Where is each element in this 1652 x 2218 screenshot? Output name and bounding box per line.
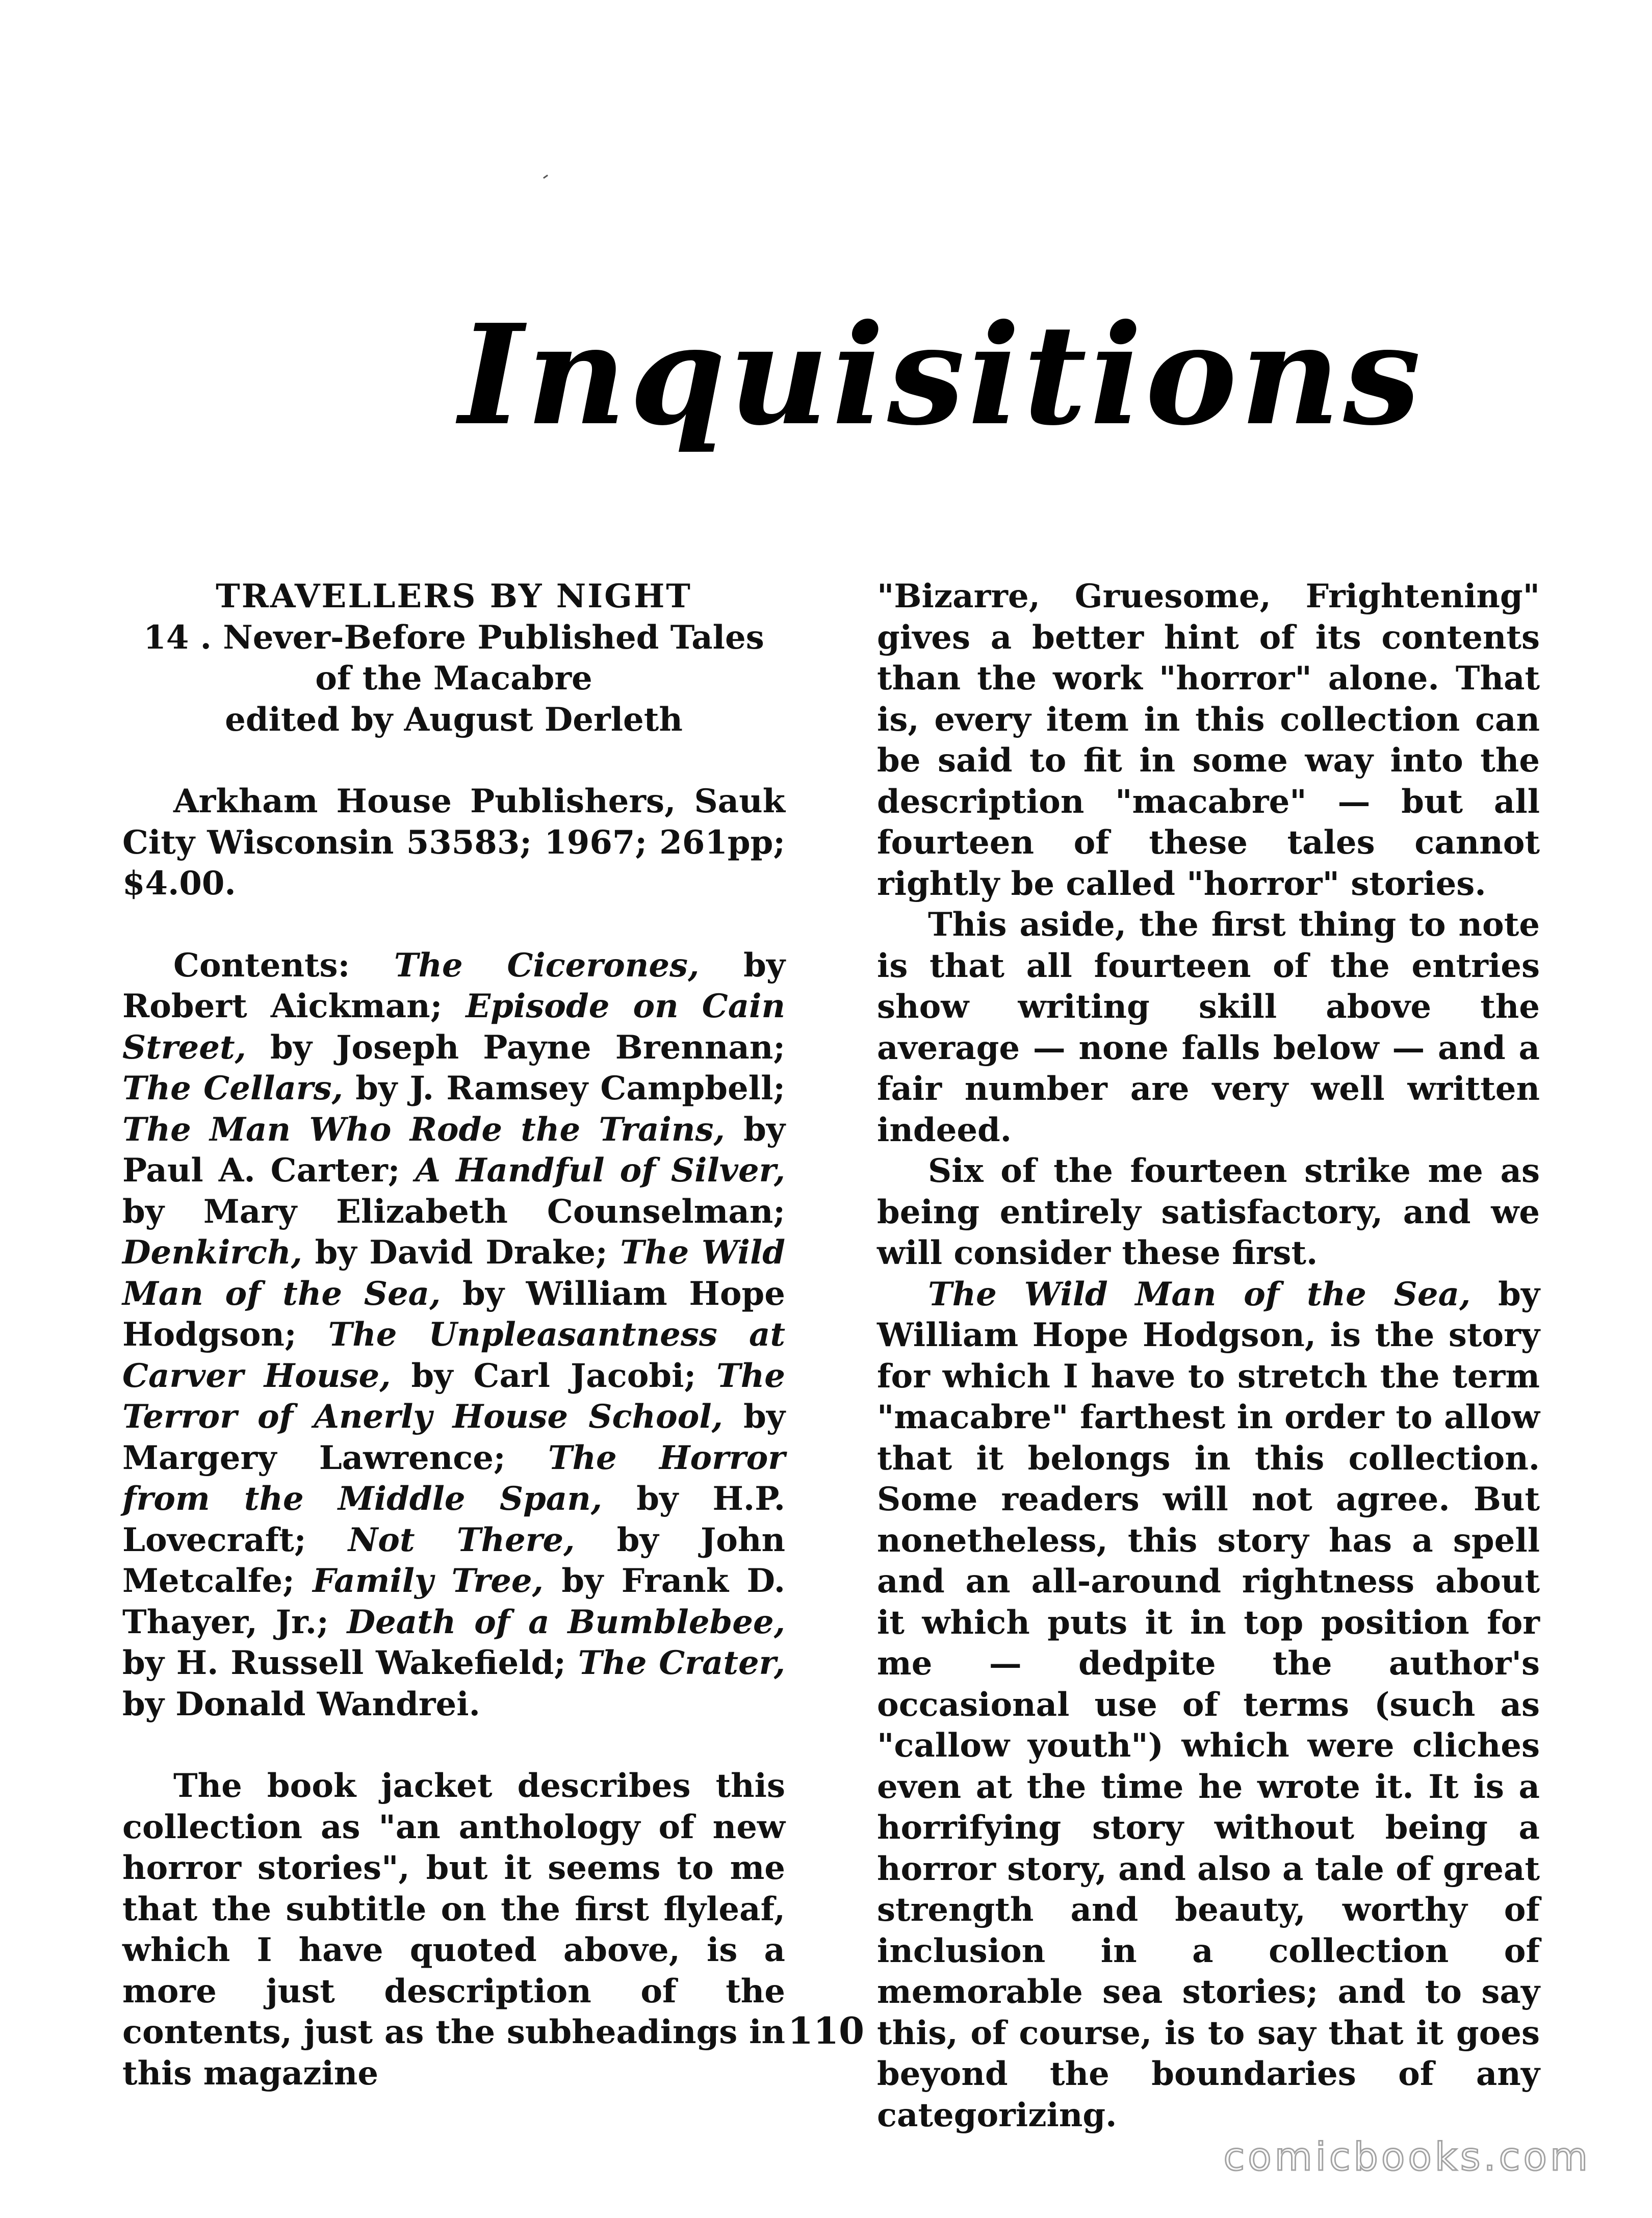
story-author: by J. Ramsey Campbell;	[343, 1069, 786, 1107]
jacket-paragraph: The book jacket describes this collection as "an anthology of new horror stories", but it seems to me that the subtitle on the first flyleaf, which I have quoted above, is a more just description of the contents, just as the subheadings in this magazine	[122, 1767, 785, 2093]
story-author: by William Hope Hodgson;	[122, 1274, 785, 1354]
story-title: The Terror of Anerly House School,	[122, 1356, 786, 1436]
book-title: TRAVELLERS BY NIGHT	[216, 577, 692, 615]
contents-list	[122, 945, 785, 1725]
story-title: The Cellars,	[122, 1069, 343, 1107]
story-title: The Horror from the Middle Span,	[122, 1438, 786, 1518]
story-title: The Crater,	[578, 1644, 786, 1682]
story-author: by Donald Wandrei.	[122, 1685, 480, 1723]
book-editor: edited by August Derleth	[225, 700, 683, 739]
body-paragraph: This aside, the first thing to note is that all fourteen of the entries show writing skill above the average — none falls below — and a fair number are very well written indeed.	[877, 906, 1540, 1149]
left-column	[122, 576, 785, 2094]
book-subtitle-line2: of the Macabre	[315, 659, 592, 698]
story-title: The Wild Man of the Sea,	[122, 1233, 786, 1313]
story-author: by Frank D. Thayer, Jr.;	[122, 1562, 786, 1641]
page-title: Inquisitions	[459, 294, 1424, 456]
story-title: Not There,	[348, 1520, 575, 1559]
story-title: The Man Who Rode the Trains,	[122, 1110, 725, 1149]
story-title: The Wild Man of the Sea,	[928, 1275, 1471, 1313]
story-author: by Carl Jacobi;	[391, 1356, 717, 1395]
ink-speck	[543, 174, 548, 178]
body-paragraph: "Bizarre, Gruesome, Frightening" gives a better hint of its contents than the work "horror" alone. That is, every item in this collection can be said to fit in some way into the description "macabre" — but all fourteen of these tales cannot rightly be called "horror" stories.	[877, 577, 1540, 903]
watermark: comicbooks.com	[1223, 2134, 1591, 2179]
story-author: by Margery Lawrence;	[122, 1398, 786, 1477]
story-author: by H.P. Lovecraft;	[122, 1480, 785, 1559]
contents-label: Contents:	[173, 946, 350, 985]
publisher-info: Arkham House Publishers, Sauk City Wisconsin 53583; 1967; 261pp; $4.00.	[122, 782, 785, 902]
story-author: by David Drake;	[302, 1233, 621, 1272]
story-author: by Mary Elizabeth Counselman;	[122, 1192, 785, 1231]
paragraph-text: by William Hope Hodgson, is the story for which I have to stretch the term "macabre" farthest in order to allow that it belongs in this collection. Some readers will not agree. But nonetheless, this story has a spell and an all-around rightness about it which puts it in top position for me — dedpite the author's occasional use of terms (such as "callow youth") which were cliches even at the time he wrote it. It is a horrifying story without being a horror story, and also a tale of great strength and beauty, worthy of inclusion in a collection of memorable sea stories; and to say this, of course, is to say that it goes beyond the boundaries of any categorizing.	[877, 1275, 1540, 2134]
body-paragraph: Six of the fourteen strike me as being entirely satisfactory, and we will consider these first.	[877, 1152, 1540, 1272]
story-author: by Joseph Payne Brennan;	[246, 1028, 785, 1067]
story-title: Family Tree,	[313, 1562, 544, 1600]
story-author: by John Metcalfe;	[122, 1520, 786, 1600]
page-number: 110	[787, 2009, 865, 2052]
book-subtitle-line1: 14 . Never-Before Published Tales	[143, 618, 764, 657]
story-author: by Paul A. Carter;	[122, 1110, 785, 1190]
story-author: by Robert Aickman;	[122, 946, 786, 1025]
story-title: The Cicerones,	[394, 946, 700, 985]
story-title: Denkirch,	[122, 1233, 302, 1272]
story-author: by H. Russell Wakefield;	[122, 1644, 578, 1682]
story-title: The Unpleasantness at Carver House,	[122, 1316, 786, 1395]
story-title: Death of a Bumblebee,	[347, 1603, 786, 1641]
right-column	[877, 576, 1540, 2136]
book-heading	[122, 576, 785, 740]
body-paragraph	[877, 1274, 1540, 2136]
story-title: A Handful of Silver,	[415, 1151, 785, 1190]
story-title: Episode on Cain Street,	[122, 987, 785, 1067]
